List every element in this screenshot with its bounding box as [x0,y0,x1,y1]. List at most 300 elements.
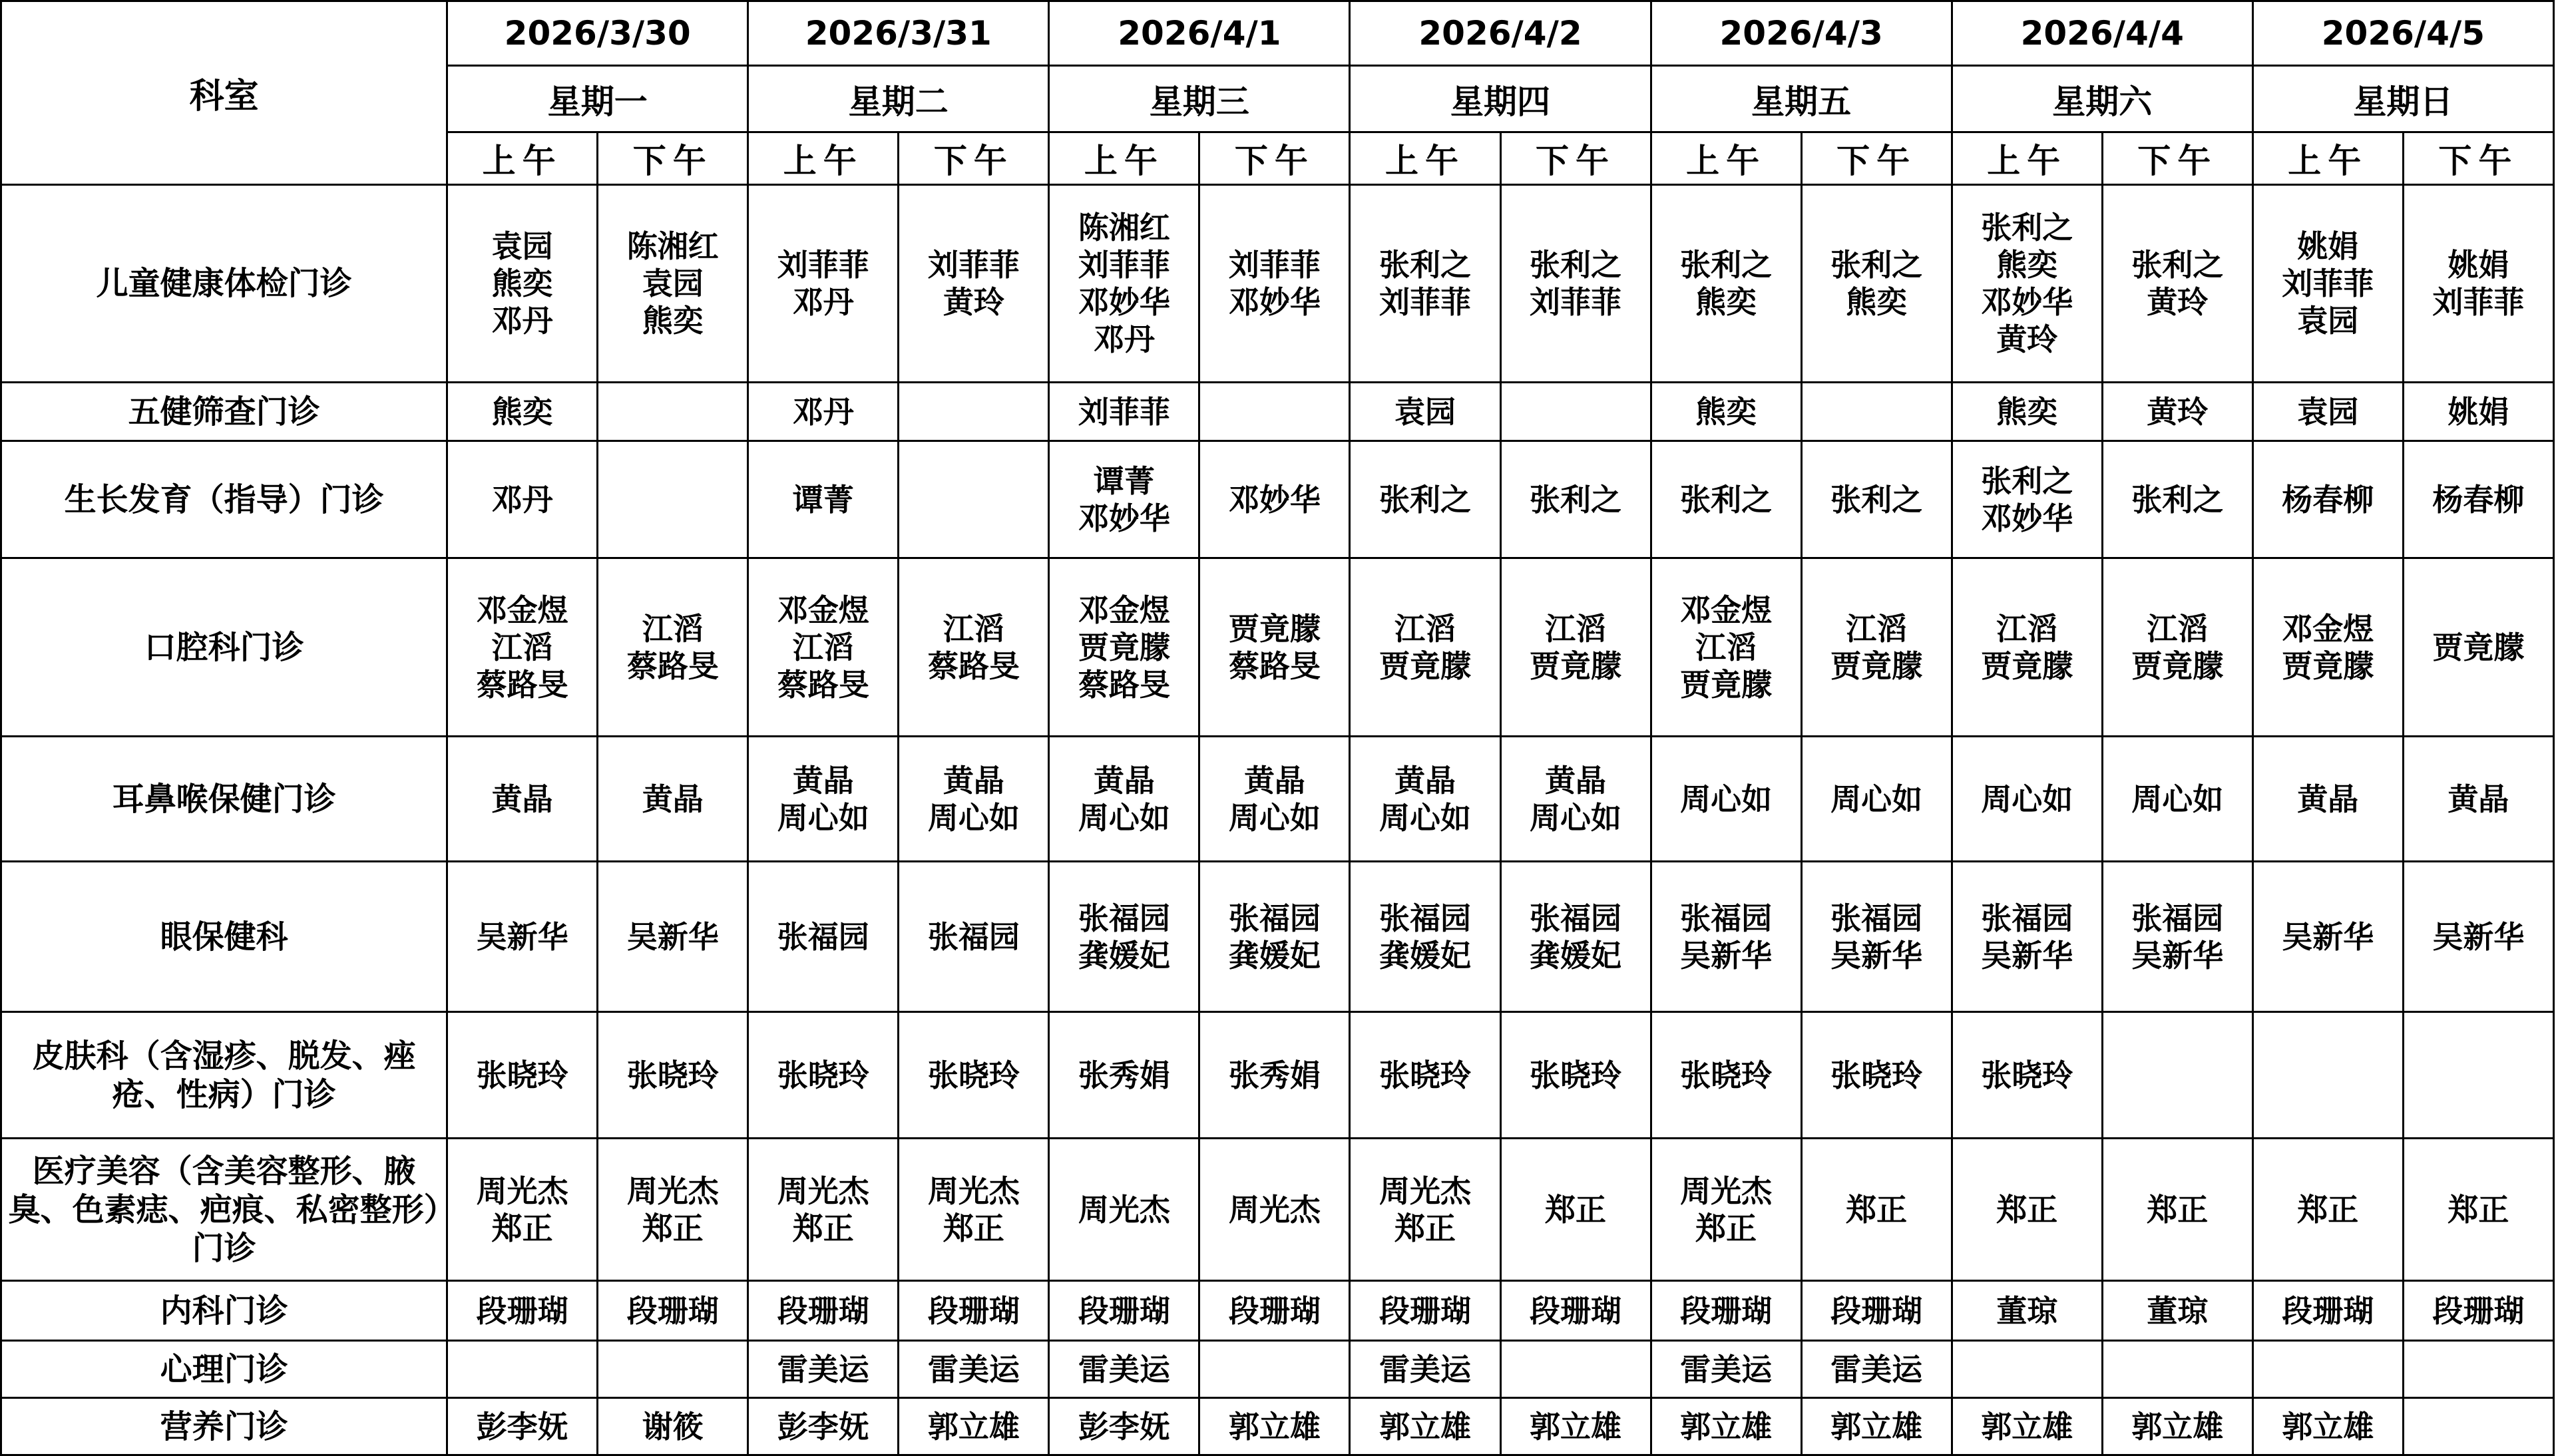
doctor-name: 张利之 [1981,462,2073,499]
doctor-name: 周心如 [927,799,1020,836]
doctor-name: 贾竟朦 [1530,647,1622,684]
schedule-cell [1651,1281,1801,1341]
doctor-name: 江滔 [1545,610,1607,647]
weekday-header: 星期六 [1952,66,2252,132]
doctor-name: 张晓玲 [476,1057,568,1093]
doctor-name: 江滔 [792,629,854,665]
schedule-cell [1049,737,1199,862]
doctor-name: 张晓玲 [1680,1057,1773,1093]
schedule-cell [1049,441,1199,558]
afternoon-header: 下午 [2403,132,2553,185]
doctor-name: 雷美运 [1078,1351,1170,1387]
doctor-name: 张晓玲 [626,1057,719,1093]
doctor-name: 熊奕 [1996,393,2058,430]
doctor-name: 张利之 [1981,210,2073,246]
doctor-name: 段珊瑚 [1830,1292,1923,1329]
table-row [1,1012,2554,1139]
doctor-name: 彭李妩 [777,1408,869,1445]
doctor-name: 段珊瑚 [777,1292,869,1329]
schedule-cell [1199,558,1350,737]
dept-name: 皮肤科（含湿疹、脱发、痤疮、性病）门诊 [1,1012,447,1139]
schedule-cell [447,441,598,558]
dept-name: 儿童健康体检门诊 [1,185,447,383]
schedule-cell [899,1281,1049,1341]
doctor-name: 段珊瑚 [2282,1292,2374,1329]
doctor-name: 刘菲菲 [2282,266,2374,301]
schedule-cell [1952,558,2102,737]
schedule-cell [447,1281,598,1341]
doctor-name: 贾竟朦 [1379,647,1471,684]
schedule-cell [1651,383,1801,441]
schedule-cell [748,862,899,1012]
schedule-cell [1801,185,1952,383]
afternoon-header: 下午 [1500,132,1651,185]
schedule-cell [1500,1139,1651,1281]
doctor-name: 吴新华 [2131,937,2224,974]
doctor-name: 周光杰 [1078,1191,1170,1228]
schedule-cell [899,383,1049,441]
doctor-name: 江滔 [491,629,553,665]
doctor-name: 张利之 [1680,247,1773,283]
schedule-cell [1350,1341,1500,1398]
doctor-name: 谢筱 [642,1408,704,1445]
morning-header: 上午 [1049,132,1199,185]
schedule-cell [1350,558,1500,737]
schedule-cell [2252,862,2403,1012]
table-row [1,185,2554,383]
dept-name: 眼保健科 [1,862,447,1012]
doctor-name: 黄晶 [642,781,704,817]
morning-header: 上午 [1651,132,1801,185]
doctor-name: 周心如 [1530,799,1622,836]
doctor-name: 张秀娟 [1078,1057,1170,1093]
table-row [1,1281,2554,1341]
doctor-name: 张利之 [2131,247,2224,283]
doctor-name: 郑正 [491,1210,553,1246]
doctor-name: 邓妙华 [1228,284,1321,320]
date-header: 2026/3/31 [748,1,1049,66]
doctor-name: 邓金煜 [2282,610,2374,647]
doctor-name: 龚媛妃 [1228,937,1321,974]
doctor-name: 张福园 [1228,900,1321,936]
doctor-name: 张福园 [2131,900,2224,936]
doctor-name: 江滔 [1996,610,2058,647]
doctor-name: 段珊瑚 [626,1292,719,1329]
schedule-cell [1801,862,1952,1012]
doctor-name: 郭立雄 [2282,1408,2374,1445]
schedule-cell [1350,1139,1500,1281]
schedule-cell [899,1341,1049,1398]
doctor-name: 贾竟朦 [2131,647,2224,684]
schedule-cell [1350,1012,1500,1139]
table-row [1,1139,2554,1281]
doctor-name: 郑正 [2147,1191,2209,1228]
doctor-name: 邓丹 [491,481,553,518]
doctor-name: 贾竟朦 [1680,666,1773,703]
doctor-name: 张福园 [1379,900,1471,936]
schedule-cell [1350,441,1500,558]
doctor-name: 张利之 [1379,481,1471,518]
schedule-cell [2252,1398,2403,1455]
doctor-name: 周心如 [1228,799,1321,836]
schedule-cell [748,383,899,441]
schedule-cell [748,185,899,383]
schedule-cell [447,1139,598,1281]
afternoon-header: 下午 [1199,132,1350,185]
doctor-name: 周心如 [1379,799,1471,836]
doctor-name: 杨春柳 [2282,481,2374,518]
schedule-cell [1350,383,1500,441]
doctor-name: 周心如 [777,799,869,836]
doctor-name: 张晓玲 [927,1057,1020,1093]
schedule-cell [1500,1398,1651,1455]
schedule-cell [1350,862,1500,1012]
doctor-name: 邓妙华 [1078,284,1170,320]
doctor-name: 姚娟 [2297,228,2359,264]
doctor-name: 段珊瑚 [1379,1292,1471,1329]
doctor-name: 周光杰 [1379,1173,1471,1209]
doctor-name: 张秀娟 [1228,1057,1321,1093]
schedule-cell [598,862,748,1012]
doctor-name: 蔡路旻 [1228,647,1321,684]
table-row [1,862,2554,1012]
weekday-header: 星期二 [748,66,1049,132]
doctor-name: 彭李妩 [1078,1408,1170,1445]
schedule-cell [899,1012,1049,1139]
doctor-name: 江滔 [943,610,1004,647]
doctor-name: 张晓玲 [777,1057,869,1093]
doctor-name: 黄晶 [792,762,854,799]
doctor-name: 张晓玲 [1379,1057,1471,1093]
dept-name: 耳鼻喉保健门诊 [1,737,447,862]
doctor-name: 邓丹 [792,284,854,320]
morning-header: 上午 [2252,132,2403,185]
doctor-name: 周光杰 [927,1173,1020,1209]
doctor-name: 江滔 [1394,610,1456,647]
doctor-name: 郭立雄 [1228,1408,1321,1445]
schedule-cell [1801,1281,1952,1341]
dept-name: 内科门诊 [1,1281,447,1341]
doctor-name: 周光杰 [476,1173,568,1209]
doctor-name: 陈湘红 [1078,210,1170,246]
schedule-cell [1049,1341,1199,1398]
schedule-cell [598,441,748,558]
doctor-name: 郑正 [1996,1191,2058,1228]
schedule-cell [2252,441,2403,558]
doctor-name: 周光杰 [626,1173,719,1209]
doctor-name: 黄晶 [1394,762,1456,799]
schedule-cell [2403,737,2553,862]
doctor-name: 彭李妩 [476,1408,568,1445]
schedule-cell [1049,185,1199,383]
schedule-cell [1199,737,1350,862]
dept-name: 营养门诊 [1,1398,447,1455]
schedule-cell [1049,558,1199,737]
doctor-name: 邓丹 [491,303,553,339]
dept-name: 生长发育（指导）门诊 [1,441,447,558]
doctor-name: 段珊瑚 [476,1292,568,1329]
doctor-name: 雷美运 [777,1351,869,1387]
schedule-cell [1952,441,2102,558]
doctor-name: 刘菲菲 [1530,284,1622,320]
doctor-name: 邓妙华 [1228,481,1321,518]
schedule-cell [2252,737,2403,862]
table-row [1,558,2554,737]
doctor-name: 黄玲 [1996,321,2058,357]
schedule-cell [2252,1341,2403,1398]
schedule-cell [598,1012,748,1139]
schedule-cell [1049,1012,1199,1139]
doctor-name: 郭立雄 [1680,1408,1773,1445]
schedule-cell [1952,1139,2102,1281]
weekday-header: 星期日 [2252,66,2553,132]
schedule-cell [598,383,748,441]
schedule-cell [1651,1012,1801,1139]
dept-name: 心理门诊 [1,1341,447,1398]
doctor-name: 吴新华 [2282,918,2374,955]
dept-name: 医疗美容（含美容整形、腋臭、色素痣、疤痕、私密整形）门诊 [1,1139,447,1281]
schedule-cell [1651,1139,1801,1281]
schedule-cell [1801,1139,1952,1281]
schedule-cell [447,1398,598,1455]
schedule-cell [1651,862,1801,1012]
schedule-cell [2403,558,2553,737]
table-row [1,1341,2554,1398]
schedule-cell [447,185,598,383]
doctor-name: 邓妙华 [1981,500,2073,536]
schedule-cell [2252,1281,2403,1341]
schedule-cell [2252,383,2403,441]
doctor-name: 吴新华 [626,918,719,955]
doctor-name: 郭立雄 [1981,1408,2073,1445]
doctor-name: 段珊瑚 [1078,1292,1170,1329]
schedule-cell [1801,383,1952,441]
doctor-name: 张福园 [1078,900,1170,936]
doctor-name: 熊奕 [1695,393,1757,430]
doctor-name: 贾竟朦 [1228,610,1321,647]
doctor-name: 郑正 [1545,1191,1607,1228]
schedule-cell [2102,383,2252,441]
schedule-cell [899,862,1049,1012]
schedule-cell [447,383,598,441]
doctor-name: 吴新华 [1981,937,2073,974]
doctor-name: 熊奕 [1996,247,2058,283]
schedule-cell [1500,737,1651,862]
doctor-name: 雷美运 [1680,1351,1773,1387]
doctor-name: 吴新华 [1680,937,1773,974]
doctor-name: 张利之 [1379,247,1471,283]
doctor-name: 陈湘红 [626,228,719,264]
schedule-cell [1801,1341,1952,1398]
doctor-name: 贾竟朦 [1078,629,1170,665]
doctor-name: 郑正 [943,1210,1004,1246]
doctor-name: 蔡路旻 [777,666,869,703]
schedule-cell [1049,1139,1199,1281]
doctor-name: 段珊瑚 [1680,1292,1773,1329]
doctor-name: 张利之 [1680,481,1773,518]
date-header: 2026/4/2 [1350,1,1651,66]
doctor-name: 段珊瑚 [927,1292,1020,1329]
doctor-name: 刘菲菲 [1078,393,1170,430]
doctor-name: 黄玲 [2147,284,2209,320]
schedule-cell [1199,383,1350,441]
doctor-name: 蔡路旻 [626,647,719,684]
schedule-cell [2102,1012,2252,1139]
doctor-name: 郑正 [1846,1191,1908,1228]
schedule-cell [2102,737,2252,862]
schedule-cell [2102,185,2252,383]
doctor-name: 雷美运 [1830,1351,1923,1387]
doctor-name: 龚媛妃 [1530,937,1622,974]
schedule-cell [2403,383,2553,441]
schedule-cell [1801,1012,1952,1139]
doctor-name: 黄晶 [491,781,553,817]
schedule-cell [2403,1012,2553,1139]
doctor-name: 贾竟朦 [2432,629,2525,665]
morning-header: 上午 [748,132,899,185]
schedule-cell [447,1012,598,1139]
schedule-cell [598,558,748,737]
doctor-name: 黄晶 [943,762,1004,799]
schedule-cell [2403,1341,2553,1398]
schedule-cell [1350,185,1500,383]
schedule-cell [1801,737,1952,862]
schedule-cell [1500,383,1651,441]
schedule-cell [1651,441,1801,558]
doctor-name: 吴新华 [1830,937,1923,974]
doctor-name: 黄晶 [1093,762,1155,799]
schedule-cell [1199,1341,1350,1398]
doctor-name: 袁园 [642,266,704,301]
doctor-name: 邓丹 [792,393,854,430]
weekday-header: 星期五 [1651,66,1952,132]
doctor-name: 邓金煜 [1680,592,1773,628]
schedule-cell [899,1139,1049,1281]
schedule-cell [2403,1281,2553,1341]
doctor-name: 郭立雄 [1379,1408,1471,1445]
table-row [1,441,2554,558]
doctor-name: 熊奕 [1695,284,1757,320]
doctor-name: 刘菲菲 [1379,284,1471,320]
doctor-name: 邓金煜 [1078,592,1170,628]
doctor-name: 郭立雄 [927,1408,1020,1445]
doctor-name: 张福园 [1830,900,1923,936]
schedule-cell [2403,1139,2553,1281]
schedule-cell [1500,1012,1651,1139]
schedule-cell [1350,1398,1500,1455]
doctor-name: 刘菲菲 [777,247,869,283]
doctor-name: 贾竟朦 [1981,647,2073,684]
schedule-cell [1199,441,1350,558]
schedule-cell [1049,1281,1199,1341]
doctor-name: 黄晶 [2297,781,2359,817]
schedule-cell [1801,558,1952,737]
doctor-name: 黄玲 [943,284,1004,320]
weekday-header: 星期三 [1049,66,1350,132]
doctor-name: 黄晶 [1243,762,1305,799]
schedule-cell [1350,737,1500,862]
schedule-cell [2403,1398,2553,1455]
doctor-name: 黄晶 [2448,781,2509,817]
afternoon-header: 下午 [1801,132,1952,185]
schedule-cell [1199,1139,1350,1281]
schedule-cell [748,1012,899,1139]
doctor-name: 郭立雄 [2131,1408,2224,1445]
schedule-cell [1952,1281,2102,1341]
schedule-cell [748,1398,899,1455]
doctor-name: 熊奕 [491,266,553,301]
doctor-name: 张利之 [1830,247,1923,283]
doctor-name: 段珊瑚 [1530,1292,1622,1329]
schedule-cell [2102,441,2252,558]
schedule-cell [2403,862,2553,1012]
schedule-cell [1500,558,1651,737]
schedule-cell [447,558,598,737]
doctor-name: 张福园 [1530,900,1622,936]
doctor-name: 张福园 [927,918,1020,955]
schedule-cell [748,441,899,558]
doctor-name: 郭立雄 [1530,1408,1622,1445]
schedule-cell [598,1398,748,1455]
doctor-name: 郑正 [2448,1191,2509,1228]
schedule-cell [1500,1341,1651,1398]
schedule-cell [2102,1281,2252,1341]
doctor-name: 邓金煜 [476,592,568,628]
doctor-name: 张利之 [2131,481,2224,518]
schedule-cell [598,1281,748,1341]
schedule-cell [899,441,1049,558]
schedule-cell [1952,1398,2102,1455]
afternoon-header: 下午 [2102,132,2252,185]
doctor-name: 周心如 [1830,781,1923,817]
schedule-cell [1801,1398,1952,1455]
schedule-cell [1952,185,2102,383]
schedule-cell [748,737,899,862]
doctor-name: 张晓玲 [1981,1057,2073,1093]
doctor-name: 熊奕 [491,393,553,430]
schedule-cell [2252,1139,2403,1281]
doctor-name: 张福园 [1680,900,1773,936]
doctor-name: 姚娟 [2448,247,2509,283]
schedule-cell [748,1281,899,1341]
schedule-cell [1199,1398,1350,1455]
doctor-name: 黄晶 [1545,762,1607,799]
schedule-cell [2102,1398,2252,1455]
doctor-name: 姚娟 [2448,393,2509,430]
schedule-cell [598,185,748,383]
doctor-name: 杨春柳 [2432,481,2525,518]
schedule-cell [1049,862,1199,1012]
doctor-name: 郑正 [1695,1210,1757,1246]
schedule-cell [598,1341,748,1398]
schedule-cell [2403,441,2553,558]
doctor-name: 江滔 [1695,629,1757,665]
schedule-cell [2102,558,2252,737]
schedule-cell [1952,383,2102,441]
doctor-name: 蔡路旻 [476,666,568,703]
schedule-cell [1801,441,1952,558]
doctor-name: 段珊瑚 [2432,1292,2525,1329]
afternoon-header: 下午 [598,132,748,185]
doctor-name: 刘菲菲 [1228,247,1321,283]
doctor-name: 郑正 [792,1210,854,1246]
schedule-cell [2102,1341,2252,1398]
dept-name: 口腔科门诊 [1,558,447,737]
doctor-name: 张利之 [1530,247,1622,283]
doctor-name: 贾竟朦 [1830,647,1923,684]
schedule-cell [1350,1281,1500,1341]
schedule-cell [748,1139,899,1281]
